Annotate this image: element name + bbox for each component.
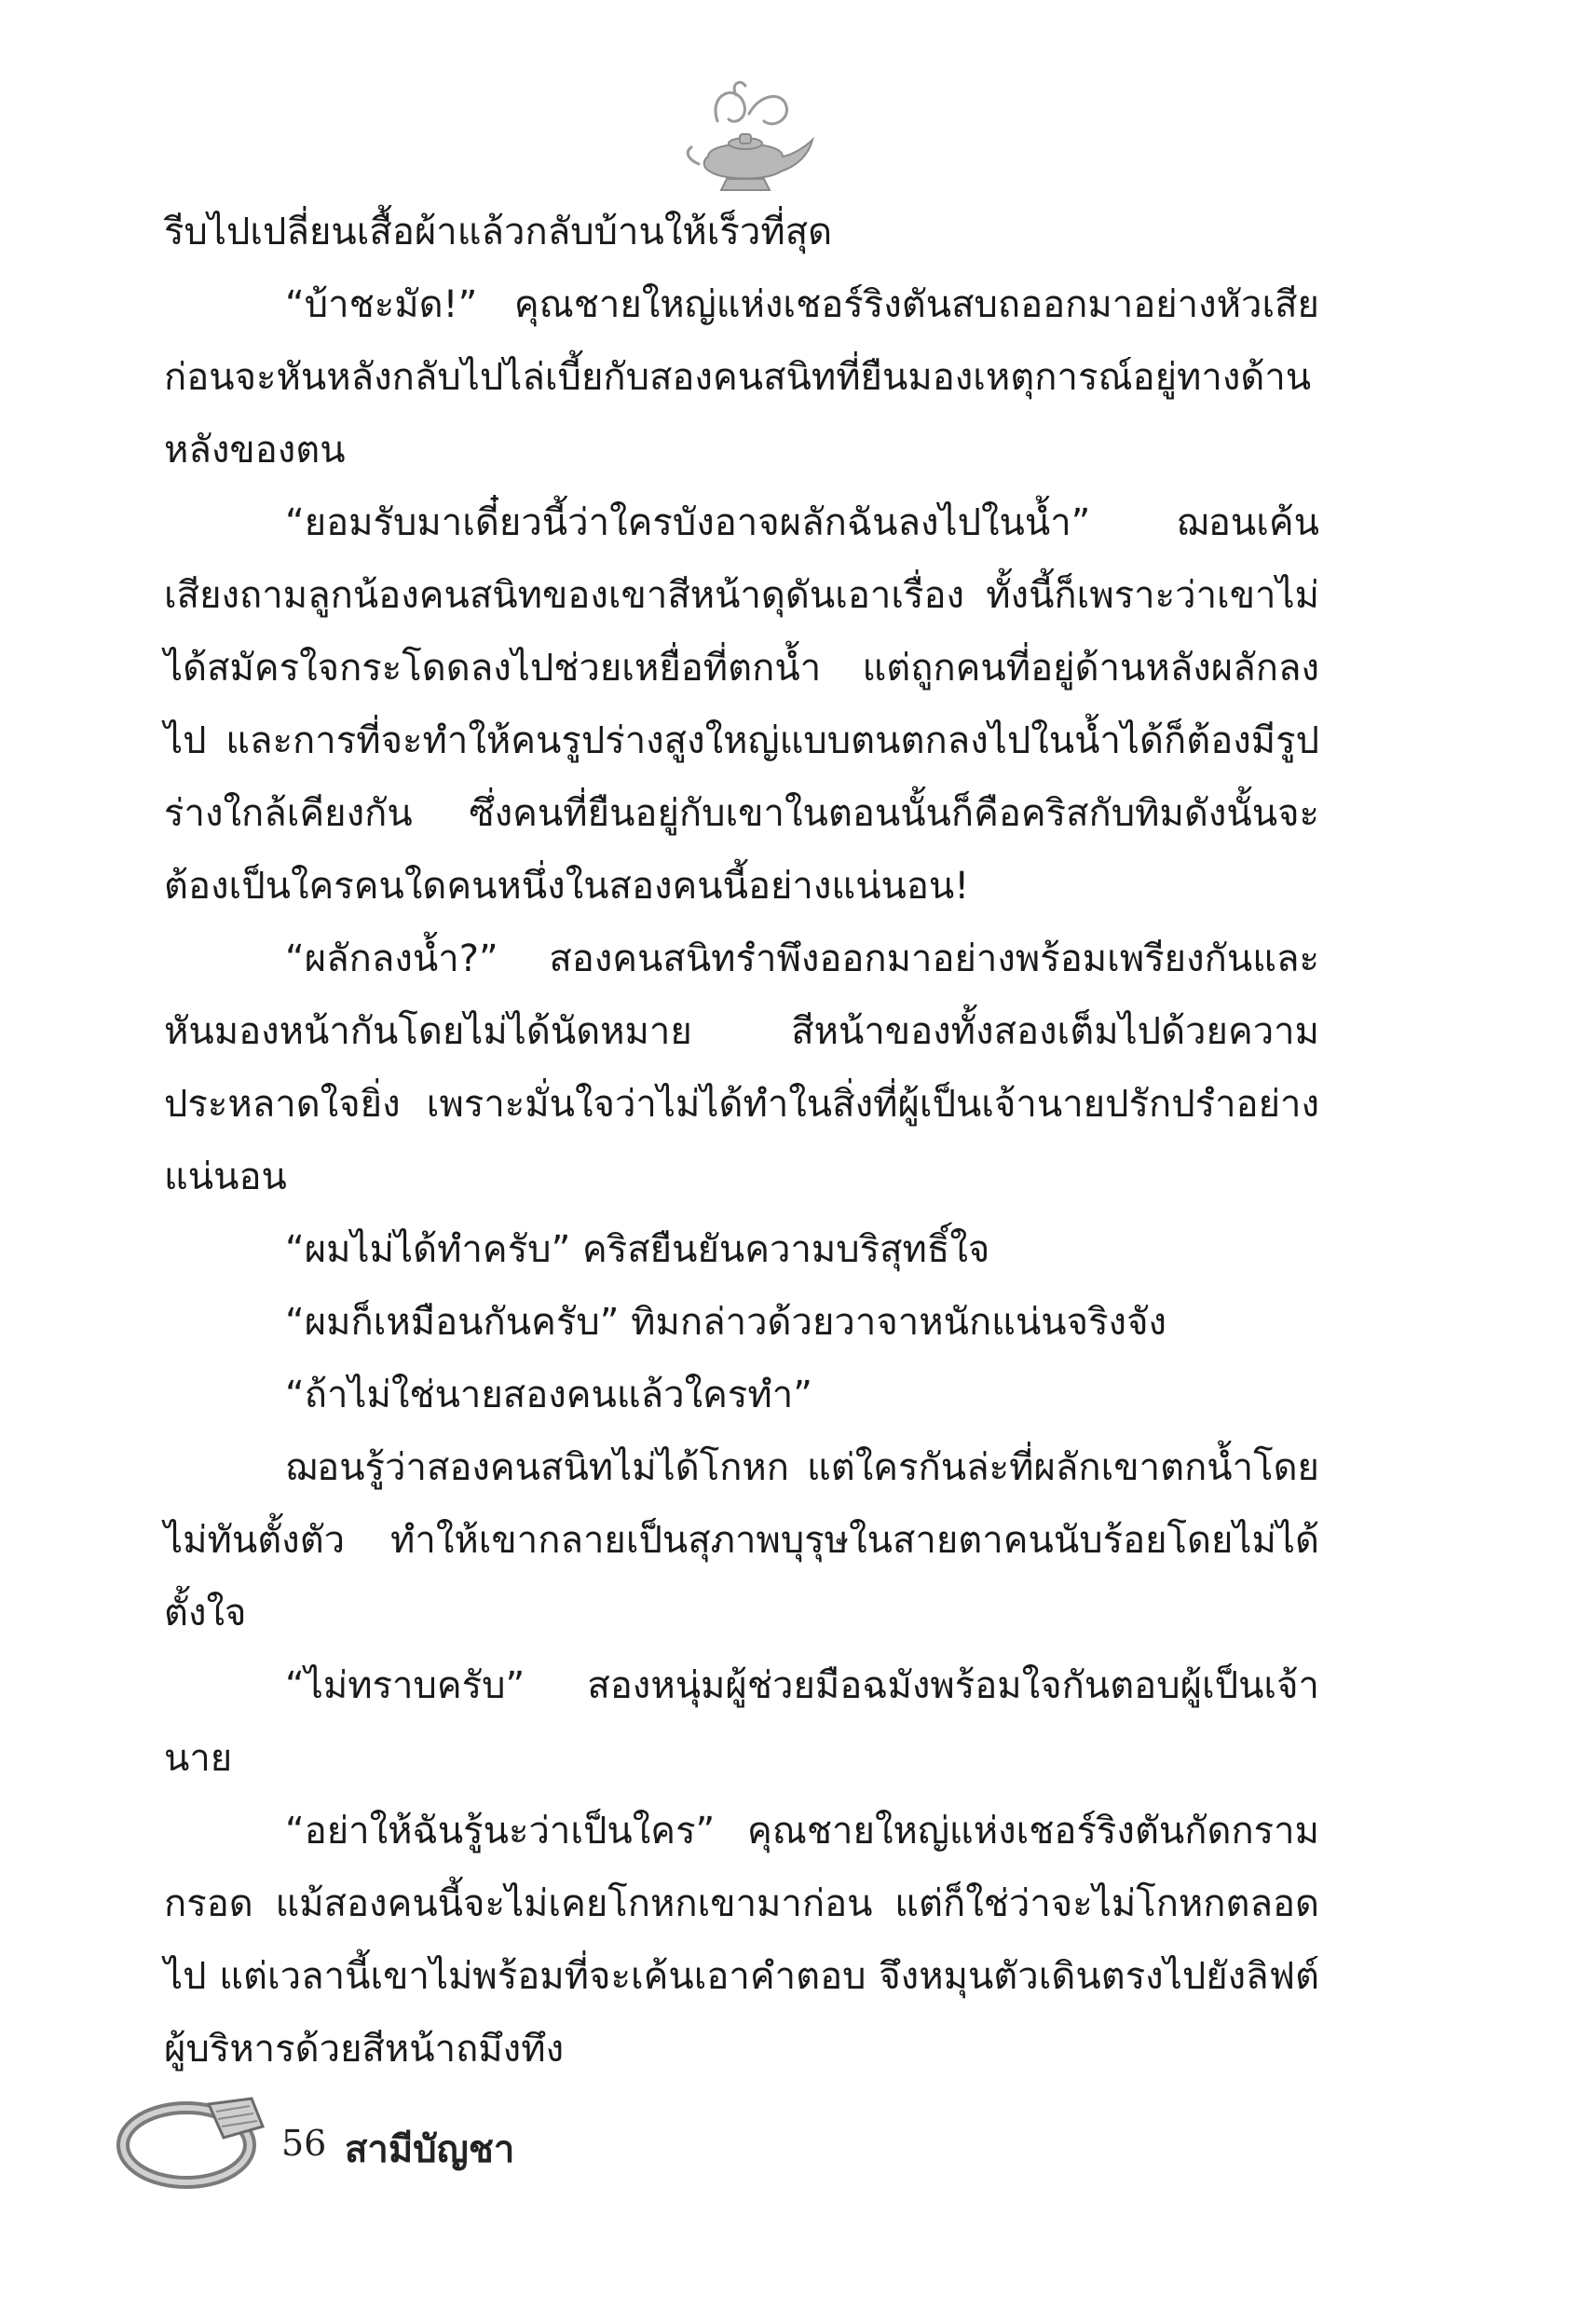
paragraph: “ยอมรับมาเดี๋ยวนี้ว่าใครบังอาจผลักฉันลงไปในน้ำ” ฌอนเค้นเสียงถามลูกน้องคนสนิทของเขาสีหน้าดุดันเอาเรื่อง ทั้งนี้ก็เพราะว่าเขาไม่ได้สมัครใจกระโดดลงไปช่วยเหยื่อที่ตกน้ำ แต่ถูกคนที่อยู่ด้านหลังผลักลงไป และการที่จะทำให้คนรูปร่างสูงใหญ่แบบตนตกลงไปในน้ำได้ก็ต้องมีรูปร่างใกล้เคียงกัน ซึ่งคนที่ยืนอยู่กับเขาในตอนนั้นก็คือคริสกับทิมดังนั้นจะต้องเป็นใครคนใดคนหนึ่งในสองคนนี้อย่างแน่นอน! <box>164 501 1319 908</box>
ring-icon <box>112 2078 280 2199</box>
paragraph: “ถ้าไม่ใช่นายสองคนแล้วใครทำ” <box>285 1374 812 1416</box>
paragraph: “บ้าชะมัด!” คุณชายใหญ่แห่งเชอร์ริงตันสบถออกมาอย่างหัวเสีย ก่อนจะหันหลังกลับไปไล่เบี้ยกับสองคนสนิทที่ยืนมองเหตุการณ์อยู่ทางด้านหลังของตน <box>164 283 1319 472</box>
paragraph: รีบไปเปลี่ยนเสื้อผ้าแล้วกลับบ้านให้เร็วที่สุด <box>164 211 833 253</box>
paragraph: “ไม่ทราบครับ” สองหนุ่มผู้ช่วยมือฉมังพร้อมใจกันตอบผู้เป็นเจ้านาย <box>164 1664 1319 1780</box>
page-footer <box>112 2078 671 2199</box>
paragraph: “ผลักลงน้ำ?” สองคนสนิทรำพึงออกมาอย่างพร้อมเพรียงกันและหันมองหน้ากันโดยไม่ได้นัดหมาย สีหน้าของทั้งสองเต็มไปด้วยความประหลาดใจยิ่ง เพราะมั่นใจว่าไม่ได้ทำในสิ่งที่ผู้เป็นเจ้านายปรักปรำอย่างแน่นอน <box>164 937 1319 1198</box>
genie-lamp-icon <box>671 75 820 205</box>
body-text <box>164 196 1319 2085</box>
paragraph: “อย่าให้ฉันรู้นะว่าเป็นใคร” คุณชายใหญ่แห่งเชอร์ริงตันกัดกรามกรอด แม้สองคนนี้จะไม่เคยโกหกเขามาก่อน แต่ก็ใช่ว่าจะไม่โกหกตลอดไป แต่เวลานี้เขาไม่พร้อมที่จะเค้นเอาคำตอบ จึงหมุนตัวเดินตรงไปยังลิฟต์ผู้บริหารด้วยสีหน้าถมึงทึง <box>164 1810 1319 2071</box>
book-title: สามีบัญชา <box>345 2128 515 2171</box>
page-number: 56 <box>281 2123 327 2164</box>
paragraph: “ผมไม่ได้ทำครับ” คริสยืนยันความบริสุทธิ์ใจ <box>285 1228 990 1271</box>
paragraph: “ผมก็เหมือนกันครับ” ทิมกล่าวด้วยวาจาหนักแน่นจริงจัง <box>285 1301 1167 1344</box>
paragraph: ฌอนรู้ว่าสองคนสนิทไม่ได้โกหก แต่ใครกันล่ะที่ผลักเขาตกน้ำโดยไม่ทันตั้งตัว ทำให้เขากลายเป็นสุภาพบุรุษในสายตาคนนับร้อยโดยไม่ได้ตั้งใจ <box>164 1446 1319 1634</box>
